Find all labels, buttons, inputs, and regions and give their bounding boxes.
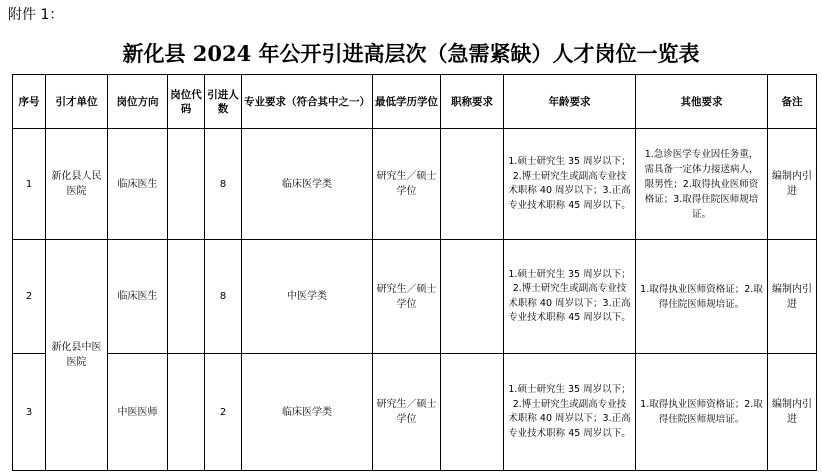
cell-direction: 中医医师 bbox=[108, 354, 168, 471]
cell-count: 8 bbox=[205, 240, 242, 354]
header-education: 最低学历学位 bbox=[373, 75, 441, 129]
cell-other: 1.取得执业医师资格证；2.取得住院医师规培证。 bbox=[636, 240, 768, 354]
cell-direction: 临床医生 bbox=[108, 240, 168, 354]
cell-age: 1.硕士研究生 35 周岁以下；2.博士研究生或副高专业技术职称 40 周岁以下；3.正高专业技术职称 45 周岁以下。 bbox=[504, 240, 636, 354]
cell-other: 1.急诊医学专业因任务重，需具备一定体力接送病人，限男性；2.取得执业医师资格证；3.取得住院医师规培证。 bbox=[636, 129, 768, 240]
header-count: 引进人数 bbox=[205, 75, 242, 129]
cell-seq: 3 bbox=[13, 354, 46, 471]
cell-code bbox=[168, 129, 205, 240]
table-row bbox=[13, 240, 817, 354]
attachment-label: 附件 1： bbox=[8, 7, 64, 23]
header-row bbox=[13, 75, 817, 129]
cell-age: 1.硕士研究生 35 周岁以下；2.博士研究生或副高专业技术职称 40 周岁以下；3.正高专业技术职称 45 周岁以下。 bbox=[504, 129, 636, 240]
header-code: 岗位代码 bbox=[168, 75, 205, 129]
cell-note: 编制内引进 bbox=[768, 240, 817, 354]
header-direction: 岗位方向 bbox=[108, 75, 168, 129]
cell-title-req bbox=[441, 240, 504, 354]
table-row bbox=[13, 354, 817, 471]
document-title: 新化县 2024 年公开引进高层次（急需紧缺）人才岗位一览表 bbox=[122, 41, 700, 66]
positions-table bbox=[12, 74, 817, 471]
cell-title-req bbox=[441, 129, 504, 240]
cell-code bbox=[168, 354, 205, 471]
table-row bbox=[13, 129, 817, 240]
cell-age: 1.硕士研究生 35 周岁以下；2.博士研究生或副高专业技术职称 40 周岁以下；3.正高专业技术职称 45 周岁以下。 bbox=[504, 354, 636, 471]
cell-unit: 新化县中医医院 bbox=[46, 240, 108, 471]
header-other: 其他要求 bbox=[636, 75, 768, 129]
cell-count: 8 bbox=[205, 129, 242, 240]
cell-major: 中医学类 bbox=[242, 240, 373, 354]
cell-other: 1.取得执业医师资格证；2.取得住院医师规培证。 bbox=[636, 354, 768, 471]
header-title-req: 职称要求 bbox=[441, 75, 504, 129]
cell-direction: 临床医生 bbox=[108, 129, 168, 240]
header-age: 年龄要求 bbox=[504, 75, 636, 129]
cell-education: 研究生／硕士学位 bbox=[373, 240, 441, 354]
cell-major: 临床医学类 bbox=[242, 354, 373, 471]
cell-unit: 新化县人民医院 bbox=[46, 129, 108, 240]
cell-count: 2 bbox=[205, 354, 242, 471]
cell-title-req bbox=[441, 354, 504, 471]
cell-major: 临床医学类 bbox=[242, 129, 373, 240]
header-seq: 序号 bbox=[13, 75, 46, 129]
cell-education: 研究生／硕士学位 bbox=[373, 354, 441, 471]
cell-seq: 1 bbox=[13, 129, 46, 240]
cell-seq: 2 bbox=[13, 240, 46, 354]
header-note: 备注 bbox=[768, 75, 817, 129]
cell-note: 编制内引进 bbox=[768, 354, 817, 471]
cell-education: 研究生／硕士学位 bbox=[373, 129, 441, 240]
cell-code bbox=[168, 240, 205, 354]
cell-note: 编制内引进 bbox=[768, 129, 817, 240]
header-major: 专业要求（符合其中之一） bbox=[242, 75, 373, 129]
header-unit: 引才单位 bbox=[46, 75, 108, 129]
